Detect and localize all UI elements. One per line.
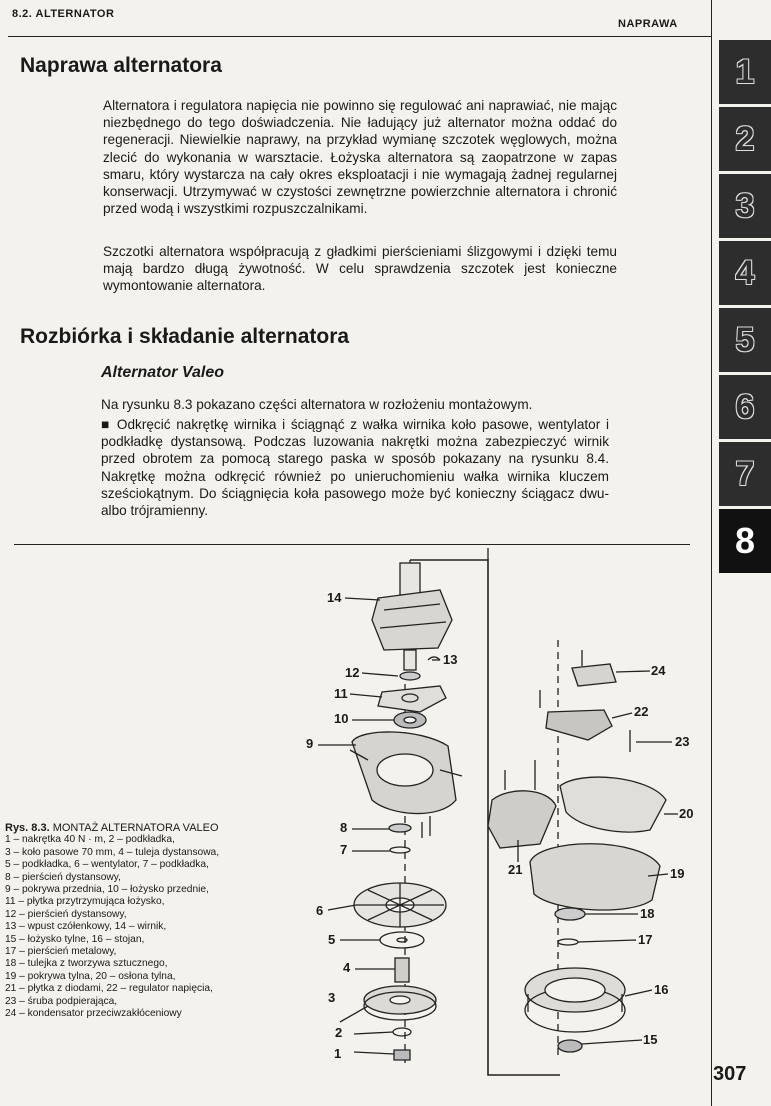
callout-label: 1 xyxy=(334,1046,342,1061)
paragraph: Na rysunku 8.3 pokazano części alternatora w rozłożeniu montażowym. xyxy=(101,397,533,412)
section-header: 8.2. ALTERNATOR xyxy=(12,8,115,20)
callout-label: 6 xyxy=(316,903,324,918)
callout-label: 4 xyxy=(343,960,351,975)
callout-label: 11 xyxy=(334,686,348,701)
callout-label: 3 xyxy=(328,990,336,1005)
callout-label: 19 xyxy=(670,866,685,881)
callout-label: 14 xyxy=(327,590,342,605)
legend-line: 5 – podkładka, 6 – wentylator, 7 – podkładka, xyxy=(5,859,209,871)
fan-drawing xyxy=(354,883,446,927)
legend-line: 19 – pokrywa tylna, 20 – osłona tylna, xyxy=(5,970,176,982)
legend-line: 9 – pokrywa przednia, 10 – łożysko przednie, xyxy=(5,884,209,896)
callout-label: 10 xyxy=(334,711,349,726)
callout-label: 24 xyxy=(651,663,666,678)
margin-rule xyxy=(711,0,712,1106)
paragraph: ■ Odkręcić nakrętkę wirnika i ściągnąć z wałka wirnika koło pasowe, wentylator i podkładkę dystansową. Podczas luzowania nakrętki można zabezpieczyć wirnik przed obrotem za pomocą starego paska w sposób pokazany na rysunku 8.4. Nakrętkę można odkręcić również po unieruchomieniu wałka wirnika kluczem sześciokątnym. Do ściągnięcia koła pasowego może być konieczny ściągacz dwu- albo trójramienny. xyxy=(101,417,609,519)
section-title-repair: Naprawa alternatora xyxy=(20,54,222,77)
callout-label: 7 xyxy=(340,842,348,857)
callout-label: 9 xyxy=(306,736,314,751)
chapter-tab[interactable]: 5 xyxy=(719,308,771,375)
callout-label: 17 xyxy=(638,932,653,947)
legend-line: 3 – koło pasowe 70 mm, 4 – tuleja dystansowa, xyxy=(5,846,220,858)
caption-title: MONTAŻ ALTERNATORA VALEO xyxy=(49,822,219,834)
callout-label: 2 xyxy=(335,1025,343,1040)
chapter-tab-active[interactable]: 8 xyxy=(719,509,771,576)
paragraph: Alternatora i regulatora napięcia nie powinno się regulować ani naprawiać, nie mając niezbędnego do tego doświadczenia. Nie ładujący już alternator można oddać do regeneracji. Niewielkie naprawy, na przykład wymianę szczotek węglowych, można zlecić do wykonania w warsztacie. Łożyska alternatora są zaopatrzone w zapas smaru, który wystarcza na cały okres eksploatacji i nie wymagają żadnej regularnej konserwacji. Utrzymywać w czystości zewnętrzne powierzchnie alternatora i chronić przed wodą i wszystkimi rozpuszczalnikami. xyxy=(103,98,617,217)
page-number: 307 xyxy=(713,1063,747,1085)
callout-label: 18 xyxy=(640,906,655,921)
rotor-drawing xyxy=(372,563,452,670)
chapter-tab[interactable]: 6 xyxy=(719,375,771,442)
legend-line: 11 – płytka przytrzymująca łożysko, xyxy=(5,896,165,908)
chapter-tab[interactable]: 1 xyxy=(719,40,771,107)
chapter-tab[interactable]: 3 xyxy=(719,174,771,241)
callout-label: 8 xyxy=(340,820,348,835)
chapter-tabs xyxy=(719,40,771,576)
stator-drawing xyxy=(525,968,625,1032)
legend-line: 1 – nakrętka 40 N · m, 2 – podkładka, xyxy=(5,834,175,846)
callout-label: 23 xyxy=(675,734,690,749)
caption-number: Rys. 8.3. xyxy=(5,822,50,834)
legend-line: 23 – śruba podpierająca, xyxy=(5,995,118,1007)
legend-line: 15 – łożysko tylne, 16 – stojan, xyxy=(5,933,145,945)
legend-line: 21 – płytka z diodami, 22 – regulator napięcia, xyxy=(5,983,213,995)
paragraph: Szczotki alternatora współpracują z gładkimi pierścieniami ślizgowymi i dzięki temu mają bardzo długą żywotność. W celu sprawdzenia szczotek jest konieczne wymontowanie alternatora. xyxy=(103,244,617,294)
legend-line: 24 – kondensator przeciwzakłóceniowy xyxy=(5,1008,182,1020)
legend-line: 18 – tulejka z tworzywa sztucznego, xyxy=(5,958,168,970)
figure-caption xyxy=(5,822,295,1021)
callout-label: 22 xyxy=(634,704,649,719)
callout-label: 15 xyxy=(643,1032,658,1047)
callout-label: 21 xyxy=(508,862,523,877)
legend-line: 13 – wpust czółenkowy, 14 – wirnik, xyxy=(5,921,167,933)
header-rule xyxy=(8,36,711,37)
callout-label: 13 xyxy=(443,652,458,667)
callout-label: 20 xyxy=(679,806,694,821)
callout-label: 12 xyxy=(345,665,360,680)
chapter-tab[interactable]: 7 xyxy=(719,442,771,509)
callout-label: 16 xyxy=(654,982,669,997)
subsection-title: Alternator Valeo xyxy=(101,364,224,381)
legend-line: 12 – pierścień dystansowy, xyxy=(5,908,127,920)
category-header: NAPRAWA xyxy=(618,18,678,30)
section-title-disassembly: Rozbiórka i składanie alternatora xyxy=(20,325,350,348)
chapter-tab[interactable]: 4 xyxy=(719,241,771,308)
callout-label: 5 xyxy=(328,932,336,947)
chapter-tab[interactable]: 2 xyxy=(719,107,771,174)
legend-line: 8 – pierścień dystansowy, xyxy=(5,871,121,883)
legend-line: 17 – pierścień metalowy, xyxy=(5,946,117,958)
